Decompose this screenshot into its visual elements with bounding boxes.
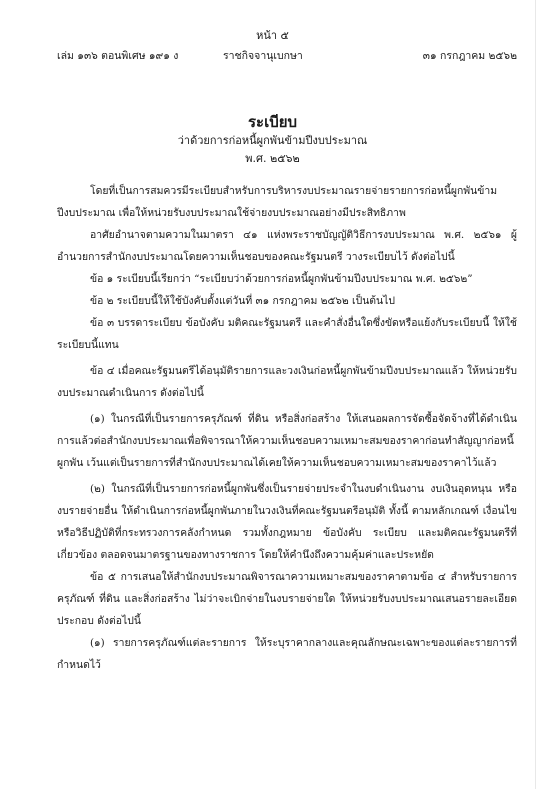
- clause-4-item-2: (๒) ในกรณีที่เป็นรายการก่อหนี้ผูกพันซึ่งเป็นรายจ่ายประจำในงบดำเนินงาน งบเงินอุดหนุน หรืองบรายจ่ายอื่น ให้ดำเนินการก่อหนี้ผูกพันภายในวงเงินที่คณะรัฐมนตรีอนุมัติ ทั้งนี้ ตามหลักเกณฑ์ เงื่อนไข หรือวิธีปฏิบัติที่กระทรวงการคลังกำหนด รวมทั้งกฎหมาย ข้อบังคับ ระเบียบ และมติคณะรัฐมนตรีที่เกี่ยวข้อง ตลอดจนมาตรฐานของทางราชการ โดยให้คำนึงถึงความคุ้มค่าและประหยัด: [57, 483, 517, 561]
- document-subtitle: ว่าด้วยการก่อหนี้ผูกพันข้ามปีงบประมาณ: [177, 134, 368, 147]
- clause-2: ข้อ ๒ ระเบียบนี้ให้ใช้บังคับตั้งแต่วันที่ ๓๑ กรกฎาคม ๒๕๖๒ เป็นต้นไป: [90, 295, 395, 307]
- document-title: ระเบียบ: [247, 113, 298, 131]
- document-year: พ.ศ. ๒๕๖๒: [245, 152, 300, 165]
- clause-3: ข้อ ๓ บรรดาระเบียบ ข้อบังคับ มติคณะรัฐมนตรี และคำสั่งอื่นใดซึ่งขัดหรือแย้งกับระเบียบนี้ ให้ใช้ระเบียบนี้แทน: [57, 317, 517, 351]
- clause-1: ข้อ ๑ ระเบียบนี้เรียกว่า “ระเบียบว่าด้วยการก่อหนี้ผูกพันข้ามปีงบประมาณ พ.ศ. ๒๕๖๒”: [90, 273, 473, 285]
- clause-4: ข้อ ๔ เมื่อคณะรัฐมนตรีได้อนุมัติรายการและวงเงินก่อหนี้ผูกพันข้ามปีงบประมาณแล้ว ให้หน่วยรับงบประมาณดำเนินการ ดังต่อไปนี้: [57, 365, 517, 399]
- publication-date: ๓๑ กรกฎาคม ๒๕๖๒: [422, 50, 517, 62]
- clause-5: ข้อ ๕ การเสนอให้สำนักงบประมาณพิจารณาความเหมาะสมของราคาตามข้อ ๔ สำหรับรายการครุภัณฑ์ ที่ดิน และสิ่งก่อสร้าง ไม่ว่าจะเบิกจ่ายในงบรายจ่ายใด ให้หน่วยรับงบประมาณเสนอรายละเอียดประกอบ ดังต่อไปนี้: [57, 571, 517, 627]
- authority-paragraph: อาศัยอำนาจตามความในมาตรา ๔๑ แห่งพระราชบัญญัติวิธีการงบประมาณ พ.ศ. ๒๕๖๑ ผู้อำนวยการสำนักงบประมาณโดยความเห็นชอบของคณะรัฐมนตรี วางระเบียบไว้ ดังต่อไปนี้: [57, 229, 517, 263]
- preamble-paragraph: โดยที่เป็นการสมควรมีระเบียบสำหรับการบริหารงบประมาณรายจ่ายรายการก่อหนี้ผูกพันข้ามปีงบประมาณ เพื่อให้หน่วยรับงบประมาณใช้จ่ายงบประมาณอย่างมีประสิทธิภาพ: [57, 185, 498, 219]
- gazette-name: ราชกิจจานุเบกษา: [223, 50, 303, 62]
- clause-4-item-1: (๑) ในกรณีที่เป็นรายการครุภัณฑ์ ที่ดิน หรือสิ่งก่อสร้าง ให้เสนอผลการจัดซื้อจัดจ้างที่ได้ดำเนินการแล้วต่อสำนักงบประมาณเพื่อพิจารณาให้ความเห็นชอบความเหมาะสมของราคาก่อนทำสัญญาก่อหนี้ผูกพัน เว้นแต่เป็นรายการที่สำนักงบประมาณได้เคยให้ความเห็นชอบความเหมาะสมของราคาไว้แล้ว: [57, 413, 517, 469]
- clause-5-item-1: (๑) รายการครุภัณฑ์แต่ละรายการ ให้ระบุราคากลางและคุณลักษณะเฉพาะของแต่ละรายการที่กำหนดไว้: [57, 637, 517, 671]
- page-number: หน้า ๕: [256, 29, 289, 42]
- volume-issue: เล่ม ๑๓๖ ตอนพิเศษ ๑๙๑ ง: [57, 50, 179, 62]
- document-body: [57, 180, 517, 676]
